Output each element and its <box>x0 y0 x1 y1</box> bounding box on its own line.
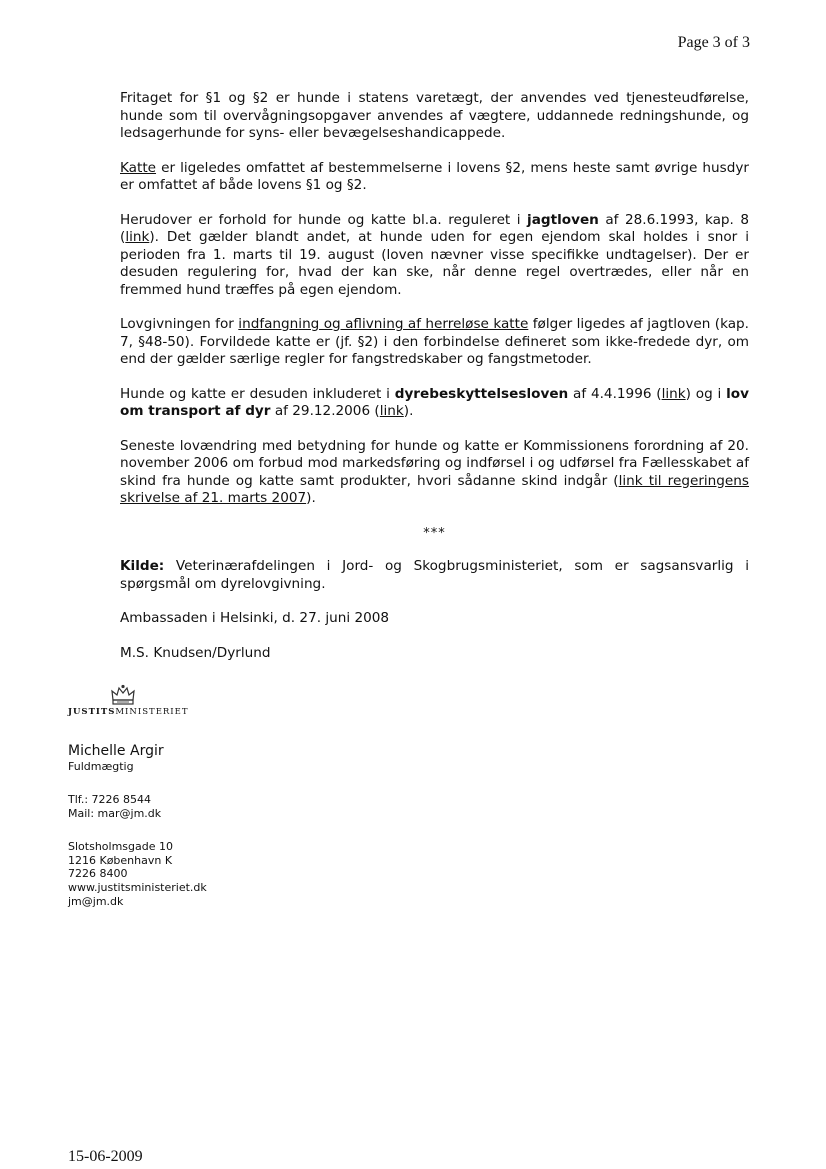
separator-stars: *** <box>423 525 446 541</box>
address-street: Slotsholmsgade 10 <box>68 840 173 854</box>
link-katte[interactable]: Katte <box>120 159 157 176</box>
paragraph-latest-amendment <box>120 438 749 508</box>
paragraph-cats <box>120 160 749 195</box>
closing-place-date: Ambassaden i Helsinki, d. 27. juni 2008 <box>120 610 390 626</box>
paragraph-hunting-law <box>120 212 749 300</box>
bold-dyrebeskyttelsesloven: dyrebeskyttelsesloven <box>394 385 569 402</box>
letter-body <box>120 90 749 679</box>
source-text: Veterinærafdelingen i Jord- og Skogbrugsministeriet, som er sagsansvarlig i spørgsmål om dyrelovgivning. <box>120 558 749 592</box>
logo-rest: MINISTERIET <box>115 707 189 717</box>
link-stray-cats[interactable]: indfangning og aflivning af herreløse katte <box>238 316 529 332</box>
link-government-letter[interactable]: link til regeringens skrivelse af 21. marts 2007 <box>120 472 749 506</box>
paragraph-cats-text: er ligeledes omfattet af bestemmelserne i lovens §2, mens heste samt øvrige husdyr er omfattet af både lovens §1 og §2. <box>120 159 749 193</box>
address-phone: 7226 8400 <box>68 867 128 881</box>
page-number: Page 3 of 3 <box>677 34 750 51</box>
source-label: Kilde: <box>120 558 165 574</box>
text: af 4.4.1996 ( <box>568 385 662 402</box>
signer-title: Fuldmægtig <box>68 760 134 773</box>
text: ). <box>403 403 414 419</box>
closing-author: M.S. Knudsen/Dyrlund <box>120 644 271 661</box>
signer-phone: Tlf.: 7226 8544 <box>68 793 152 806</box>
paragraph-animal-protection <box>120 386 749 421</box>
bold-jagtloven: jagtloven <box>527 211 599 228</box>
text: Lovgivningen for <box>120 316 239 332</box>
paragraph-source <box>120 558 749 593</box>
text: ) og i <box>685 385 727 402</box>
text: ). <box>306 490 316 506</box>
address-city: 1216 København K <box>68 853 173 867</box>
text: Herudover er forhold for hunde og katte bl.a. reguleret i <box>120 211 528 228</box>
text: Hunde og katte er desuden inkluderet i <box>120 385 395 402</box>
bold-transport-law: lov om transport af dyr <box>120 385 749 419</box>
ministry-email[interactable]: jm@jm.dk <box>68 894 124 908</box>
link-dyrebeskyttelsesloven[interactable]: link <box>661 385 686 402</box>
text: ). Det gælder blandt andet, at hunde uden for egen ejendom skal holdes i snor i perioden fra 1. marts til 19. august (loven nævner visse specifikke undtagelser). Der er desuden regulering for, hvad der kan ske, når denne regel overtrædes, eller når en fremmed hund træffes på egen ejendom. <box>120 229 749 298</box>
paragraph-stray-cats <box>120 316 749 369</box>
link-jagtloven[interactable]: link <box>125 229 150 245</box>
signer-name: Michelle Argir <box>68 743 164 759</box>
signer-mail[interactable]: Mail: mar@jm.dk <box>68 806 162 820</box>
text: Seneste lovændring med betydning for hunde og katte er Kommissionens forordning af 20. november 2006 om forbud mod markedsføring og indførsel i og udførsel fra Fællesskabet af skind fra hunde og katte samt produkter, hvori sådanne skind indgår ( <box>120 437 749 489</box>
ministry-website[interactable]: www.justitsministeriet.dk <box>68 880 207 894</box>
ministry-logo-text <box>68 707 328 717</box>
link-transport-law[interactable]: link <box>379 403 404 419</box>
crown-logo-icon <box>110 684 136 706</box>
text: følger ligedes af jagtloven (kap. 7, §48-50). Forvildede katte er (jf. §2) i den forbindelse defineret som ikke-fredede dyr, om end der gælder særlige regler for fangstredskaber og fangstmetoder. <box>120 316 750 367</box>
text: af 28.6.1993, kap. 8 ( <box>120 211 750 245</box>
footer-date: 15-06-2009 <box>68 1148 143 1165</box>
signature-block <box>68 684 328 908</box>
text: af 29.12.2006 ( <box>270 403 380 419</box>
paragraph-exemptions: Fritaget for §1 og §2 er hunde i statens varetægt, der anvendes ved tjenesteudførelse, hunde som til overvågningsopgaver anvendes af vægtere, uddannede redningshunde, og ledsagerhunde for syns- eller bevægelseshandicappede. <box>120 90 749 141</box>
logo-bold: JUSTITS <box>68 707 116 717</box>
